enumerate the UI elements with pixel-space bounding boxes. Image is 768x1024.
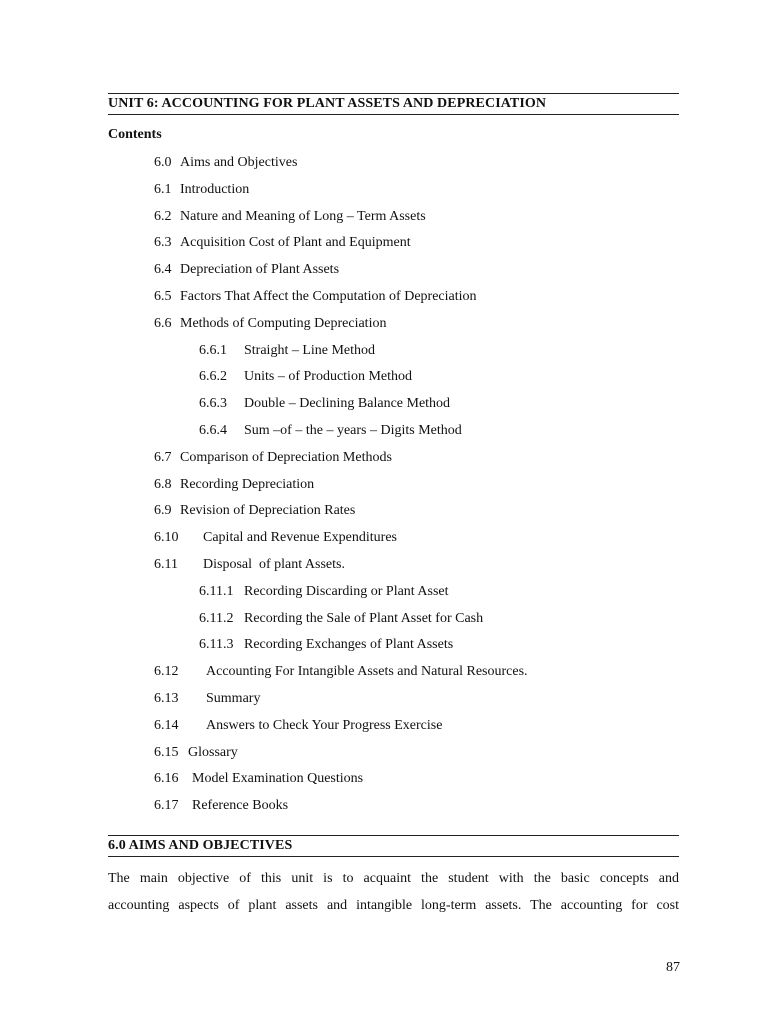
toc-entry-title: Units – of Production Method bbox=[244, 369, 412, 385]
heading-bottom-rule bbox=[108, 114, 679, 115]
toc-entry-number: 6.0 bbox=[154, 155, 172, 170]
toc-entry bbox=[154, 154, 297, 172]
toc-entry-number: 6.4 bbox=[154, 262, 172, 278]
body-line: accounting aspects of plant assets and intangible long-term assets. The accounting for cost bbox=[108, 897, 679, 913]
toc-entry-title: Depreciation of Plant Assets bbox=[180, 262, 340, 278]
toc-entry-title: Capital and Revenue Expenditures bbox=[203, 530, 397, 546]
toc-entry-number: 6.6.2 bbox=[199, 369, 227, 385]
toc-entry-number: 6.15 bbox=[154, 744, 179, 760]
toc-entry-title: Recording Depreciation bbox=[180, 476, 315, 492]
toc-entry-number: 6.5 bbox=[154, 289, 172, 304]
toc-entry-number: 6.10 bbox=[154, 530, 179, 546]
toc-entry-number: 6.11.2 bbox=[199, 610, 234, 626]
toc-entry bbox=[154, 181, 249, 199]
toc-entry-title: Recording the Sale of Plant Asset for Cash bbox=[244, 610, 484, 626]
toc-entry bbox=[154, 261, 339, 279]
body-paragraph bbox=[108, 866, 679, 919]
toc-entry-title: Introduction bbox=[180, 181, 250, 197]
toc-entry bbox=[154, 502, 355, 520]
toc-entry-number: 6.6.1 bbox=[199, 342, 227, 358]
toc-entry bbox=[199, 395, 450, 413]
toc-entry-number: 6.16 bbox=[154, 771, 179, 787]
section-top-rule bbox=[108, 835, 679, 836]
toc-entry-title: Accounting For Intangible Assets and Natural Resources. bbox=[206, 664, 528, 680]
toc-entry-title: Acquisition Cost of Plant and Equipment bbox=[180, 235, 411, 251]
section-heading: 6.0 AIMS AND OBJECTIVES bbox=[108, 838, 293, 853]
toc-entry bbox=[199, 368, 412, 386]
toc-entry-number: 6.7 bbox=[154, 449, 172, 465]
toc-entry-title: Model Examination Questions bbox=[192, 771, 364, 787]
toc-entry-title: Factors That Affect the Computation of Depreciation bbox=[180, 289, 477, 304]
toc-entry bbox=[154, 234, 411, 252]
toc-entry bbox=[154, 717, 442, 735]
toc-entry-title: Double – Declining Balance Method bbox=[244, 396, 451, 412]
toc-entry bbox=[154, 690, 260, 708]
toc-entry-number: 6.12 bbox=[154, 664, 179, 680]
toc-entry-number: 6.2 bbox=[154, 208, 172, 224]
heading-top-rule bbox=[108, 93, 679, 94]
toc-entry-number: 6.1 bbox=[154, 181, 172, 197]
toc-entry-number: 6.13 bbox=[154, 691, 179, 706]
toc-entry-title: Aims and Objectives bbox=[180, 155, 298, 170]
toc-entry bbox=[154, 770, 363, 788]
toc-entry bbox=[154, 797, 288, 815]
toc-entry-number: 6.11 bbox=[154, 557, 178, 572]
toc-entry-number: 6.6.4 bbox=[199, 423, 227, 438]
toc-entry-number: 6.11.3 bbox=[199, 637, 234, 653]
toc-entry-title: Comparison of Depreciation Methods bbox=[180, 449, 392, 465]
toc-entry-title: Glossary bbox=[188, 744, 238, 760]
toc-entry-number: 6.17 bbox=[154, 798, 179, 814]
toc-entry-number: 6.8 bbox=[154, 476, 172, 492]
toc-entry-title: Recording Discarding or Plant Asset bbox=[244, 583, 449, 599]
toc-entry bbox=[154, 476, 314, 494]
toc-entry-title: Summary bbox=[206, 691, 261, 706]
toc-entry bbox=[154, 208, 426, 226]
section-bottom-rule bbox=[108, 856, 679, 857]
toc-entry-title: Reference Books bbox=[192, 798, 289, 814]
page-number: 87 bbox=[666, 960, 680, 975]
toc-entry bbox=[199, 342, 375, 360]
toc-entry-title: Revision of Depreciation Rates bbox=[180, 503, 356, 519]
toc-entry bbox=[154, 315, 386, 333]
toc-entry-title: Sum –of – the – years – Digits Method bbox=[244, 423, 462, 438]
toc-entry bbox=[199, 422, 462, 440]
toc-entry bbox=[199, 610, 483, 628]
toc-entry bbox=[199, 583, 449, 601]
toc-entry-title: Disposal of plant Assets. bbox=[203, 557, 345, 572]
toc-entry bbox=[199, 636, 453, 654]
toc-entry-title: Recording Exchanges of Plant Assets bbox=[244, 637, 454, 653]
toc-entry-number: 6.11.1 bbox=[199, 583, 234, 599]
toc-entry-title: Nature and Meaning of Long – Term Assets bbox=[180, 208, 426, 224]
toc-entry bbox=[154, 529, 397, 547]
toc-entry-title: Straight – Line Method bbox=[244, 342, 376, 358]
toc-entry bbox=[154, 744, 238, 762]
unit-heading: UNIT 6: ACCOUNTING FOR PLANT ASSETS AND DEPRECIATION bbox=[108, 96, 547, 111]
contents-label: Contents bbox=[108, 127, 162, 142]
body-line: The main objective of this unit is to acquaint the student with the basic concepts and bbox=[108, 871, 679, 886]
toc-entry bbox=[154, 449, 392, 467]
toc-entry bbox=[154, 288, 477, 306]
toc-entry-title: Methods of Computing Depreciation bbox=[180, 315, 387, 331]
toc-entry bbox=[154, 663, 528, 681]
toc-entry-number: 6.14 bbox=[154, 717, 179, 733]
toc-entry-title: Answers to Check Your Progress Exercise bbox=[206, 717, 443, 733]
toc-entry-number: 6.9 bbox=[154, 503, 172, 519]
toc-entry bbox=[154, 556, 345, 574]
toc-entry-number: 6.6 bbox=[154, 315, 172, 331]
toc-entry-number: 6.3 bbox=[154, 235, 172, 251]
toc-entry-number: 6.6.3 bbox=[199, 396, 227, 412]
